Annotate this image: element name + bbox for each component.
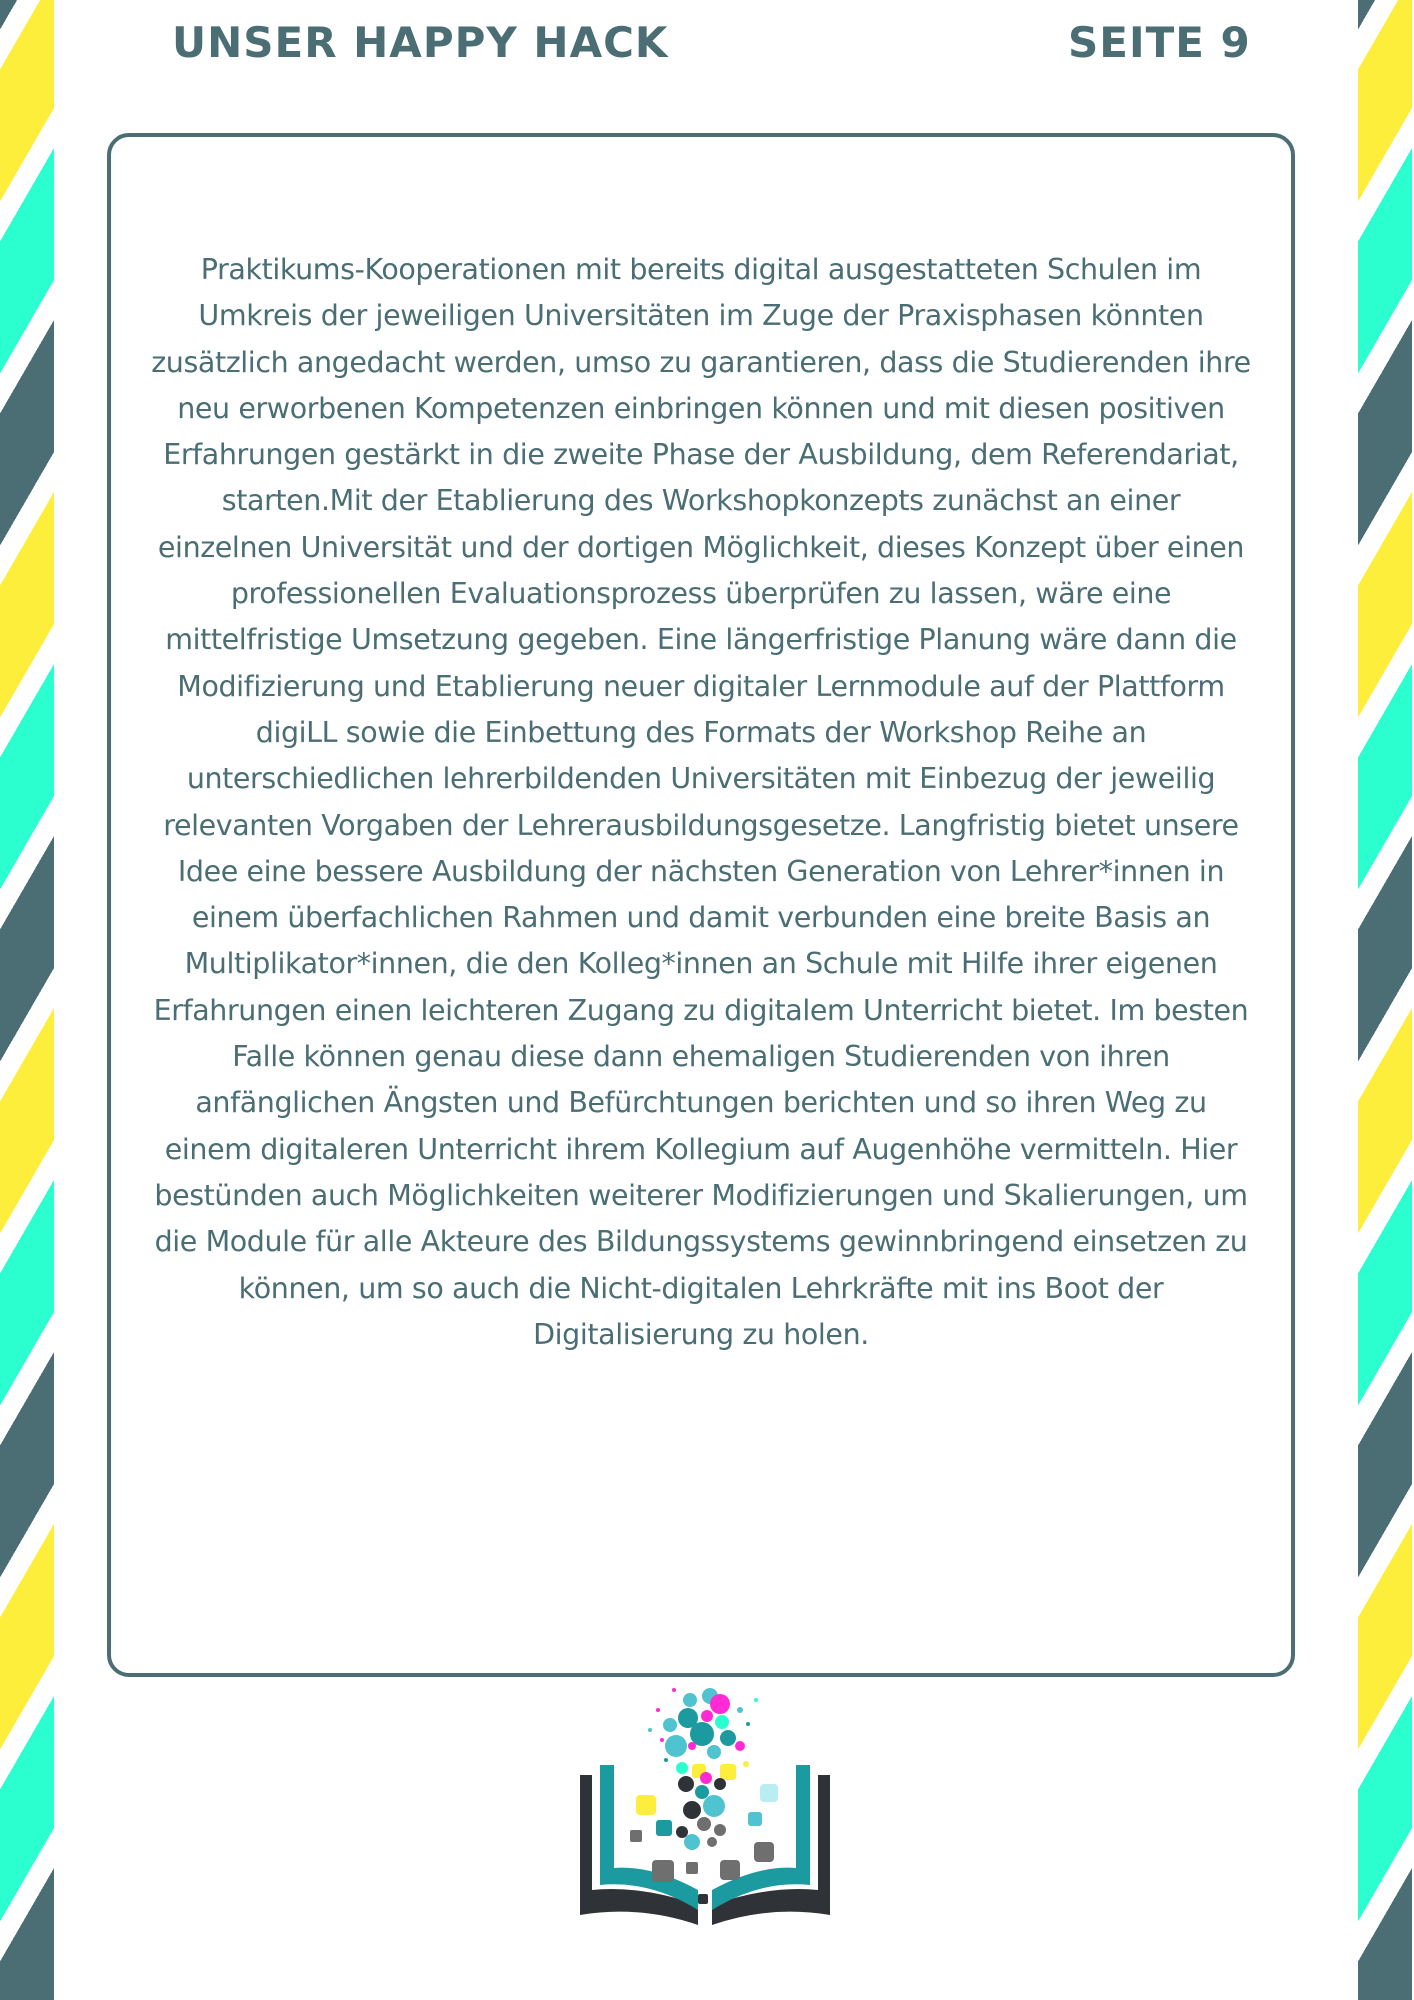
document-title: UNSER HAPPY HACK	[172, 18, 669, 67]
book-pixels-logo-icon	[570, 1680, 840, 1940]
left-decorative-stripes	[0, 0, 54, 2000]
content-frame	[107, 133, 1295, 1677]
right-decorative-stripes	[1358, 0, 1412, 2000]
body-paragraph: Praktikums-Kooperationen mit bereits digital ausgestatteten Schulen im Umkreis der jeweiligen Universitäten im Zuge der Praxisphasen könnten zusätzlich angedacht werden, umso zu garantieren, dass die Studierenden ihre neu erworbenen Kompetenzen einbringen können und mit diesen positiven Erfahrungen gestärkt in die zweite Phase der Ausbildung, dem Referendariat, starten.Mit der Etablierung des Workshopkonzepts zunächst an einer einzelnen Universität und der dortigen Möglichkeit, dieses Konzept über einen professionellen Evaluationsprozess überprüfen zu lassen, wäre eine mittelfristige Umsetzung gegeben. Eine längerfristige Planung wäre dann die Modifizierung und Etablierung neuer digitaler Lernmodule auf der Plattform digiLL sowie die Einbettung des Formats der Workshop Reihe an unterschiedlichen lehrerbildenden Universitäten mit Einbezug der jeweilig relevanten Vorgaben der Lehrerausbildungsgesetze. Langfristig bietet unsere Idee eine bessere Ausbildung der nächsten Generation von Lehrer*innen in einem überfachlichen Rahmen und damit verbunden eine breite Basis an Multiplikator*innen, die den Kolleg*innen an Schule mit Hilfe ihrer eigenen Erfahrungen einen leichteren Zugang zu digitalem Unterricht bietet. Im besten Falle können genau diese dann ehemaligen Studierenden von ihren anfänglichen Ängsten und Befürchtungen berichten und so ihren Weg zu einem digitaleren Unterricht ihrem Kollegium auf Augenhöhe vermitteln. Hier bestünden auch Möglichkeiten weiterer Modifizierungen und Skalierungen, um die Module für alle Akteure des Bildungssystems gewinnbringend einsetzen zu können, um so auch die Nicht-digitalen Lehrkräfte mit ins Boot der Digitalisierung zu holen.	[151, 253, 1251, 1351]
page-number: SEITE 9	[1068, 18, 1251, 67]
